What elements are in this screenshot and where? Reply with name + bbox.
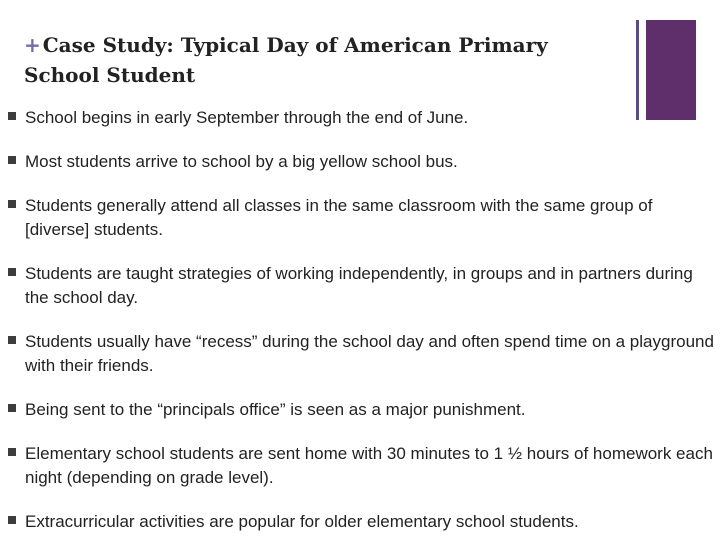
bullet-text: Elementary school students are sent home with 30 minutes to 1 ½ hours of homework each night (depending on grade level). — [25, 444, 713, 487]
slide-title-text: Case Study: Typical Day of American Primary School Student — [24, 33, 548, 87]
bullet-text: Students are taught strategies of working independently, in groups and in partners during the school day. — [25, 264, 693, 307]
bullet-text: Students usually have “recess” during the school day and often spend time on a playground with their friends. — [25, 332, 714, 375]
accent-block — [646, 20, 696, 120]
bullet-square-icon — [8, 200, 16, 208]
bullet-text: Extracurricular activities are popular for older elementary school students. — [25, 512, 579, 531]
bullet-square-icon — [8, 448, 16, 456]
accent-line — [636, 20, 639, 120]
bullet-text: Students generally attend all classes in the same classroom with the same group of [diverse] students. — [25, 196, 653, 239]
bullet-square-icon — [8, 156, 16, 164]
bullet-square-icon — [8, 404, 16, 412]
bullet-square-icon — [8, 516, 16, 524]
bullet-text: School begins in early September through the end of June. — [25, 108, 469, 127]
bullet-square-icon — [8, 268, 16, 276]
slide-title — [24, 30, 624, 90]
bullet-square-icon — [8, 336, 16, 344]
plus-icon: + — [24, 33, 41, 57]
bullet-square-icon — [8, 112, 16, 120]
bullet-text: Most students arrive to school by a big yellow school bus. — [25, 152, 458, 171]
bullet-text: Being sent to the “principals office” is seen as a major punishment. — [25, 400, 526, 419]
